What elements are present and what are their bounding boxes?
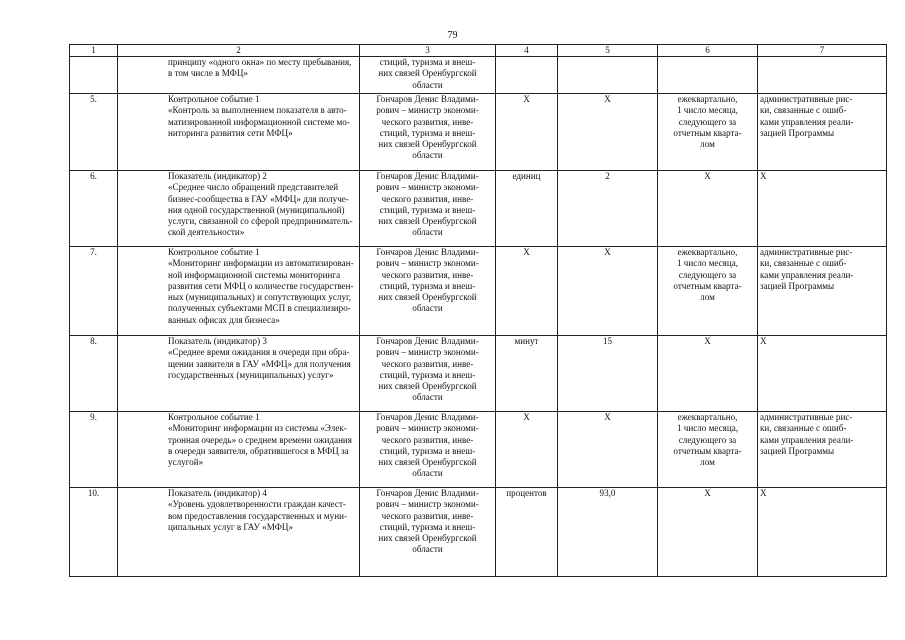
cell-line: рович – министр экономи-: [376, 258, 479, 269]
cell-text: Х: [604, 412, 611, 422]
cell-line: них связей Оренбургской: [378, 139, 477, 150]
risk-cell: [758, 57, 887, 94]
cell-line: Показатель (индикатор) 3: [168, 336, 267, 346]
cell-line: Х: [760, 488, 767, 498]
risk-cell: [758, 171, 887, 247]
cell-text: 9.: [90, 412, 97, 422]
cell-line: ческого развития, инве-: [381, 510, 474, 521]
value-cell: [558, 247, 658, 336]
column-header: 6: [658, 45, 758, 57]
cell-line: них связей Оренбургской: [378, 457, 477, 468]
cell-line: ниторинга развития сети МФЦ»: [168, 127, 293, 138]
cell-line: ческого развития, инве-: [381, 358, 474, 369]
cell-line: рович – министр экономи-: [376, 423, 479, 434]
period-cell: [658, 412, 758, 488]
row-number-cell: [70, 488, 118, 577]
cell-line: щении заявителя в ГАУ «МФЦ» для получения: [168, 358, 351, 369]
cell-line: ками управления реали-: [760, 434, 854, 445]
period-cell: [658, 57, 758, 94]
cell-text: единиц: [512, 171, 541, 181]
cell-line: ками управления реали-: [760, 116, 854, 127]
cell-line: услуги, связанной со сферой предприниматель-: [168, 216, 353, 227]
cell-line: ки, связанные с ошиб-: [760, 258, 847, 269]
cell-line: зацией Программы: [760, 280, 835, 291]
cell-line: ежеквартально,: [677, 412, 738, 422]
table-body: [70, 45, 887, 577]
cell-line: стиций, туризма и внеш-: [379, 127, 476, 138]
cell-line: ской деятельности»: [168, 227, 245, 238]
unit-cell: [496, 94, 558, 171]
cell-line: ванных офисах для бизнеса»: [168, 314, 280, 325]
cell-line: Контрольное событие 1: [168, 94, 260, 104]
responsible-cell: [360, 247, 496, 336]
cell-line: отчетным кварта-: [673, 280, 742, 291]
cell-line: «Мониторинг информации из автоматизирован-: [168, 258, 354, 269]
cell-line: 1 число месяца,: [676, 105, 739, 116]
row-number-cell: [70, 171, 118, 247]
cell-text: 6.: [90, 171, 97, 181]
cell-line: ципальных услуг в ГАУ «МФЦ»: [168, 521, 293, 532]
risk-cell: [758, 488, 887, 577]
row-number-cell: [70, 412, 118, 488]
cell-line: Гончаров Денис Владими-: [376, 336, 479, 346]
cell-text: 5.: [90, 94, 97, 104]
cell-line: развития сети МФЦ о количестве государствен-: [168, 280, 354, 291]
cell-line: следующего за: [678, 269, 737, 280]
cell-line: области: [412, 392, 443, 403]
cell-line: Х: [704, 488, 711, 498]
cell-line: отчетным кварта-: [673, 127, 742, 138]
cell-line: рович – министр экономи-: [376, 347, 479, 358]
cell-line: Гончаров Денис Владими-: [376, 171, 479, 181]
description-cell: [118, 57, 360, 94]
period-cell: [658, 488, 758, 577]
cell-text: 15: [602, 336, 613, 346]
description-cell: [118, 336, 360, 412]
value-cell: [558, 336, 658, 412]
cell-line: Показатель (индикатор) 2: [168, 171, 267, 181]
cell-line: рович – министр экономи-: [376, 105, 479, 116]
column-header: 2: [118, 45, 360, 57]
period-cell: [658, 171, 758, 247]
cell-line: стиций, туризма и внеш-: [379, 445, 476, 456]
row-number-cell: [70, 57, 118, 94]
cell-text: 2: [605, 171, 610, 181]
cell-line: области: [412, 303, 443, 314]
cell-text: 93,0: [599, 488, 616, 498]
cell-line: зацией Программы: [760, 127, 835, 138]
cell-line: тронная очередь» о среднем времени ожидания: [168, 434, 352, 445]
unit-cell: [496, 57, 558, 94]
cell-line: Х: [704, 336, 711, 346]
cell-line: зацией Программы: [760, 445, 835, 456]
cell-line: ния одной государственной (муниципальной): [168, 204, 345, 215]
cell-line: в очереди заявителя, обратившегося в МФЦ за: [168, 445, 349, 456]
cell-line: «Контроль за выполнением показателя в авто-: [168, 105, 347, 116]
cell-line: принципу «одного окна» по месту пребывания,: [168, 57, 352, 67]
cell-line: ки, связанные с ошиб-: [760, 105, 847, 116]
cell-line: административные рис-: [760, 412, 853, 422]
cell-line: Контрольное событие 1: [168, 412, 260, 422]
cell-line: в том числе в МФЦ»: [168, 68, 248, 79]
period-cell: [658, 94, 758, 171]
cell-line: них связей Оренбургской: [378, 292, 477, 303]
cell-text: Х: [604, 247, 611, 257]
cell-line: ежеквартально,: [677, 94, 738, 104]
responsible-cell: [360, 412, 496, 488]
unit-cell: [496, 412, 558, 488]
cell-line: Х: [760, 171, 767, 181]
unit-cell: [496, 336, 558, 412]
column-header: 5: [558, 45, 658, 57]
page-number: 79: [447, 30, 458, 41]
table-row: [70, 171, 887, 247]
table-row: [70, 336, 887, 412]
cell-line: стиций, туризма и внеш-: [379, 280, 476, 291]
cell-line: следующего за: [678, 434, 737, 445]
responsible-cell: [360, 94, 496, 171]
cell-line: 1 число месяца,: [676, 258, 739, 269]
column-header: 4: [496, 45, 558, 57]
value-cell: [558, 57, 658, 94]
cell-text: 7.: [90, 247, 97, 257]
responsible-cell: [360, 336, 496, 412]
cell-line: ческого развития, инве-: [381, 193, 474, 204]
cell-line: лом: [700, 292, 715, 303]
row-number-cell: [70, 336, 118, 412]
table-row: [70, 57, 887, 94]
cell-text: Х: [523, 412, 530, 422]
risk-cell: [758, 247, 887, 336]
cell-line: следующего за: [678, 116, 737, 127]
cell-line: области: [412, 227, 443, 238]
cell-text: 8.: [90, 336, 97, 346]
unit-cell: [496, 247, 558, 336]
period-cell: [658, 247, 758, 336]
cell-line: ками управления реали-: [760, 269, 854, 280]
responsible-cell: [360, 488, 496, 577]
cell-line: государственных (муниципальных) услуг»: [168, 369, 334, 380]
cell-line: стиций, туризма и внеш-: [379, 204, 476, 215]
cell-line: них связей Оренбургской: [378, 68, 477, 79]
table-row: [70, 488, 887, 577]
cell-line: стиций, туризма и внеш-: [379, 57, 476, 67]
cell-line: Х: [760, 336, 767, 346]
cell-line: области: [412, 544, 443, 555]
cell-line: Гончаров Денис Владими-: [376, 412, 479, 422]
cell-line: Гончаров Денис Владими-: [376, 488, 479, 498]
cell-line: ческого развития, инве-: [381, 434, 474, 445]
cell-line: административные рис-: [760, 94, 853, 104]
cell-line: стиций, туризма и внеш-: [379, 369, 476, 380]
cell-line: бизнес-сообщества в ГАУ «МФЦ» для получе-: [168, 193, 349, 204]
table-row: [70, 247, 887, 336]
cell-line: ежеквартально,: [677, 247, 738, 257]
column-header: 3: [360, 45, 496, 57]
cell-text: процентов: [506, 488, 547, 498]
row-number-cell: [70, 247, 118, 336]
responsible-cell: [360, 171, 496, 247]
risk-cell: [758, 412, 887, 488]
cell-line: ной информационной системы мониторинга: [168, 269, 341, 280]
cell-line: отчетным кварта-: [673, 445, 742, 456]
cell-line: ки, связанные с ошиб-: [760, 423, 847, 434]
cell-line: ных (муниципальных) и сопутствующих услуг,: [168, 292, 351, 303]
cell-line: «Среднее число обращений представителей: [168, 182, 339, 193]
cell-text: 10.: [87, 488, 100, 498]
cell-line: них связей Оренбургской: [378, 381, 477, 392]
cell-line: Х: [704, 171, 711, 181]
cell-line: 1 число месяца,: [676, 423, 739, 434]
description-cell: [118, 94, 360, 171]
cell-line: полученных субъектами МСП в специализиро-: [168, 303, 351, 314]
value-cell: [558, 94, 658, 171]
value-cell: [558, 412, 658, 488]
table-row: [70, 412, 887, 488]
cell-line: них связей Оренбургской: [378, 533, 477, 544]
description-cell: [118, 171, 360, 247]
cell-line: области: [412, 150, 443, 161]
cell-line: лом: [700, 457, 715, 468]
cell-line: «Уровень удовлетворенности граждан качест-: [168, 499, 346, 510]
cell-line: Гончаров Денис Владими-: [376, 247, 479, 257]
column-header: 7: [758, 45, 887, 57]
unit-cell: [496, 171, 558, 247]
value-cell: [558, 171, 658, 247]
cell-line: «Среднее время ожидания в очереди при обра-: [168, 347, 350, 358]
cell-line: стиций, туризма и внеш-: [379, 521, 476, 532]
description-cell: [118, 412, 360, 488]
table-header-row: [70, 45, 887, 57]
cell-line: них связей Оренбургской: [378, 216, 477, 227]
cell-line: ческого развития, инве-: [381, 269, 474, 280]
cell-line: лом: [700, 139, 715, 150]
cell-line: области: [412, 468, 443, 479]
cell-line: административные рис-: [760, 247, 853, 257]
cell-line: ческого развития, инве-: [381, 116, 474, 127]
cell-line: Гончаров Денис Владими-: [376, 94, 479, 104]
cell-text: Х: [523, 94, 530, 104]
description-cell: [118, 247, 360, 336]
value-cell: [558, 488, 658, 577]
column-header: 1: [70, 45, 118, 57]
cell-text: Х: [523, 247, 530, 257]
period-cell: [658, 336, 758, 412]
cell-line: Показатель (индикатор) 4: [168, 488, 267, 498]
cell-line: рович – министр экономи-: [376, 182, 479, 193]
row-number-cell: [70, 94, 118, 171]
risk-cell: [758, 94, 887, 171]
cell-line: области: [412, 79, 443, 90]
cell-line: услугой»: [168, 457, 204, 468]
description-cell: [118, 488, 360, 577]
cell-line: Контрольное событие 1: [168, 247, 260, 257]
risk-cell: [758, 336, 887, 412]
table-row: [70, 94, 887, 171]
cell-line: матизированной информационной системе мо-: [168, 116, 350, 127]
cell-line: вом предоставления государственных и муни-: [168, 510, 347, 521]
cell-line: «Мониторинг информации из системы «Элек-: [168, 423, 347, 434]
cell-text: Х: [604, 94, 611, 104]
unit-cell: [496, 488, 558, 577]
cell-line: рович – министр экономи-: [376, 499, 479, 510]
indicators-table: [69, 44, 887, 577]
responsible-cell: [360, 57, 496, 94]
cell-text: минут: [514, 336, 539, 346]
